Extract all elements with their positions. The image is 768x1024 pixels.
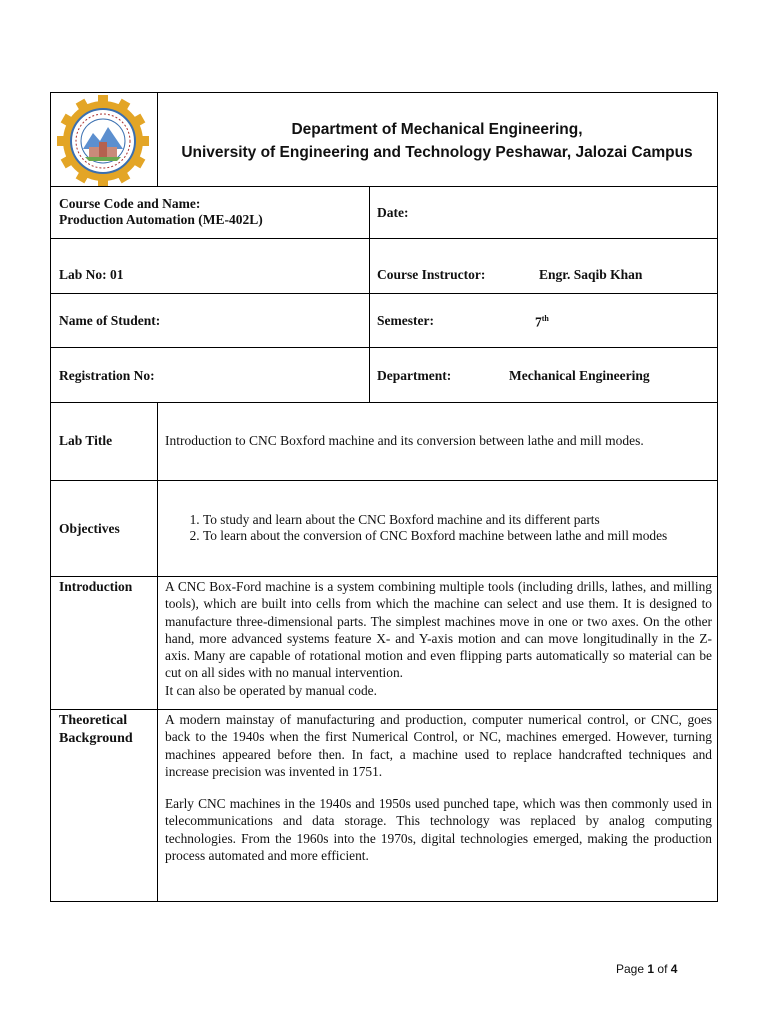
row-divider: [51, 402, 717, 403]
semester-suffix: th: [541, 314, 549, 323]
introduction-label: Introduction: [59, 579, 133, 594]
theory-label: [59, 712, 133, 748]
registration-label: Registration No:: [59, 368, 155, 383]
column-divider: [369, 186, 370, 402]
lab-number: Lab No: 01: [59, 267, 124, 282]
student-name-label: Name of Student:: [59, 313, 161, 328]
row-divider: [51, 576, 717, 577]
introduction-paragraph: A CNC Box-Ford machine is a system combining multiple tools (including drills, lathes, and milling tools), which are built into cells from which the machine can select and use them. It is designed to manufacture three-dimensional parts. The simplest machines move in one or two axes. On the other hand, more advanced systems feature X- and Y-axis motion and can move longitudinally in the Z-axis. Many are capable of rotational motion and even flipping parts automatically so material can be cut on all sides with no manual intervention.: [165, 579, 712, 681]
objectives-label: Objectives: [59, 521, 120, 536]
department-label: Department:: [377, 368, 452, 383]
row-divider: [51, 293, 717, 294]
department-heading: Department of Mechanical Engineering,: [291, 121, 583, 138]
university-heading: University of Engineering and Technology Peshawar, Jalozai Campus: [181, 144, 693, 161]
row-divider: [51, 709, 717, 710]
course-label: Course Code and Name:: [59, 196, 201, 211]
page-number: [616, 962, 677, 976]
semester-number: 7: [535, 314, 542, 330]
lab-title-value: Introduction to CNC Boxford machine and its conversion between lathe and mill modes.: [165, 433, 644, 448]
objectives-list: [157, 512, 713, 544]
logo-cell: [51, 93, 157, 186]
row-divider: [51, 238, 717, 239]
page-total: 4: [670, 962, 678, 976]
page-title: [157, 118, 717, 164]
course-cell: [59, 196, 359, 228]
instructor-value: Engr. Saqib Khan: [539, 267, 643, 282]
introduction-text: [165, 578, 712, 699]
page-of: of: [657, 962, 668, 976]
instructor-label: Course Instructor:: [377, 267, 486, 282]
page-current: 1: [647, 962, 655, 976]
introduction-paragraph: It can also be operated by manual code.: [165, 682, 377, 698]
row-divider: [51, 480, 717, 481]
theory-paragraph: Early CNC machines in the 1940s and 1950s used punched tape, which was then commonly used in telecommunications and data storage. This technology was replaced by analog computing technologies. From the 1960s into the 1970s, digital technologies emerged, making the production process automated and more efficient.: [165, 796, 712, 864]
date-label: Date:: [377, 205, 409, 220]
objective-item: 1. To study and learn about the CNC Boxford machine and its different parts: [203, 512, 713, 528]
objective-item: 2. To learn about the conversion of CNC Boxford machine between lathe and mill modes: [203, 528, 713, 544]
theory-text: [165, 711, 712, 864]
row-divider: [51, 347, 717, 348]
semester-value: [535, 311, 549, 331]
theory-label-line: Theoretical: [59, 713, 128, 728]
lab-title-label: Lab Title: [59, 433, 113, 448]
column-divider: [157, 402, 158, 901]
department-value: Mechanical Engineering: [509, 368, 650, 383]
university-logo: [51, 93, 157, 186]
course-value: Production Automation (ME-402L): [59, 212, 263, 227]
page-word: Page: [616, 962, 645, 976]
document-table: [50, 92, 718, 902]
theory-paragraph: A modern mainstay of manufacturing and production, computer numerical control, or CNC, goes back to the 1940s when the first Numerical Control, or NC, machines emerged. However, turning machines appeared before then. In fact, a machine used to replace handcrafted techniques and increase precision was invented in 1751.: [165, 712, 712, 779]
theory-label-line: Background: [59, 731, 133, 746]
semester-label: Semester:: [377, 313, 434, 328]
row-divider: [51, 186, 717, 187]
